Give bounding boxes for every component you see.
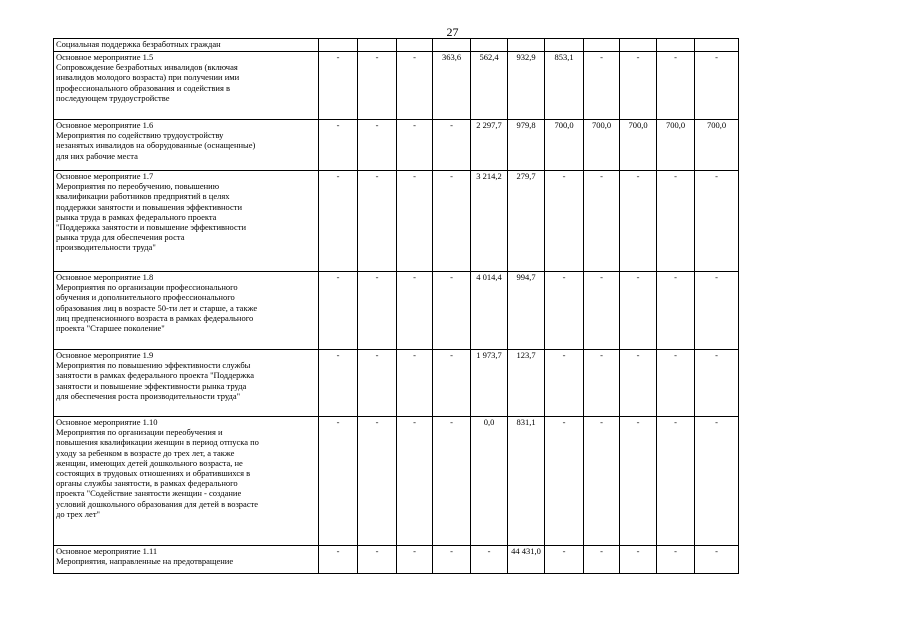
funding-value-cell: 700,0 <box>657 120 695 171</box>
activity-title: Основное мероприятие 1.6 <box>56 120 154 130</box>
activity-description-line: Мероприятия по организации переобучения и <box>56 427 223 438</box>
activity-description-line: Мероприятия, направленные на предотвращение <box>56 556 234 567</box>
empty-cell <box>545 39 584 52</box>
funding-value-cell: - <box>657 272 695 350</box>
funding-value-cell: - <box>584 417 620 546</box>
funding-value-cell: - <box>358 350 397 417</box>
funding-value-cell: - <box>433 417 471 546</box>
activity-description-line: квалификации работников предприятий в целях <box>56 191 230 202</box>
activity-description-cell <box>54 52 319 120</box>
funding-value-cell: - <box>358 171 397 272</box>
funding-value-cell: 831,1 <box>508 417 545 546</box>
activity-description-line: уходу за ребенком в возрасте до трех лет, а также <box>56 447 235 458</box>
activity-description-line: профессионального образования и содействия в <box>56 82 231 93</box>
table-row <box>54 52 739 120</box>
activity-description-line: проекта "Старшее поколение" <box>56 323 165 334</box>
activity-description-line: рынка труда в рамках федерального проекта <box>56 211 217 222</box>
funding-value-cell: - <box>397 120 433 171</box>
funding-value-cell: - <box>358 417 397 546</box>
funding-value-cell: - <box>584 272 620 350</box>
funding-value-cell: - <box>319 272 358 350</box>
funding-value-cell: 123,7 <box>508 350 545 417</box>
funding-value-cell: 562,4 <box>471 52 508 120</box>
empty-cell <box>508 39 545 52</box>
activity-description-line: инвалидов молодого возраста) при получении ими <box>56 72 240 83</box>
table-row <box>54 417 739 546</box>
funding-value-cell: - <box>397 350 433 417</box>
page-number: 27 <box>446 25 459 39</box>
funding-value-cell: - <box>695 52 739 120</box>
activity-description-line: рынка труда для обеспечения роста <box>56 232 185 243</box>
funding-value-cell: 363,6 <box>433 52 471 120</box>
funding-value-cell: - <box>620 272 657 350</box>
funding-value-cell: - <box>620 52 657 120</box>
funding-value-cell: - <box>657 417 695 546</box>
funding-value-cell: - <box>433 546 471 574</box>
empty-cell <box>657 39 695 52</box>
activity-description-cell <box>54 350 319 417</box>
funding-value-cell: - <box>358 120 397 171</box>
table-row <box>54 171 739 272</box>
funding-value-cell: - <box>545 272 584 350</box>
funding-value-cell: - <box>319 171 358 272</box>
activity-description-line: состоящих в трудовых отношениях и обратившихся в <box>56 468 251 479</box>
empty-cell <box>397 39 433 52</box>
activity-description-line: занятости и повышение эффективности рынка труда <box>56 380 247 391</box>
funding-value-cell: - <box>397 546 433 574</box>
funding-value-cell: 279,7 <box>508 171 545 272</box>
funding-value-cell: 1 973,7 <box>471 350 508 417</box>
activity-description-cell <box>54 417 319 546</box>
activity-description-line: проекта "Содействие занятости женщин - создание <box>56 488 242 499</box>
funding-value-cell: - <box>584 52 620 120</box>
activity-description-line: органы службы занятости, в рамках федерального <box>56 478 238 489</box>
activity-description-line: для обеспечения роста производительности труда" <box>56 390 241 401</box>
activity-description-line: для них рабочие места <box>56 150 138 161</box>
funding-value-cell: 700,0 <box>620 120 657 171</box>
funding-value-cell: 2 297,7 <box>471 120 508 171</box>
table-row <box>54 120 739 171</box>
funding-value-cell: 994,7 <box>508 272 545 350</box>
activity-description-line: условий дошкольного образования для детей в возрасте <box>56 498 259 509</box>
funding-value-cell: - <box>545 546 584 574</box>
activity-description-line: производительности труда" <box>56 242 156 253</box>
funding-value-cell: - <box>584 171 620 272</box>
funding-value-cell: - <box>620 350 657 417</box>
funding-value-cell: - <box>319 52 358 120</box>
activity-title: Основное мероприятие 1.11 <box>56 546 158 556</box>
activity-description-line: Сопровождение безработных инвалидов (включая <box>56 62 238 73</box>
activity-description-line: незанятых инвалидов на оборудованные (оснащенные) <box>56 140 256 151</box>
funding-value-cell: - <box>319 417 358 546</box>
activity-description-cell <box>54 546 319 574</box>
funding-value-cell: - <box>584 350 620 417</box>
empty-cell <box>695 39 739 52</box>
empty-cell <box>471 39 508 52</box>
activity-description-line: Мероприятия по повышению эффективности службы <box>56 360 251 371</box>
funding-value-cell: - <box>433 120 471 171</box>
funding-value-cell: - <box>397 417 433 546</box>
empty-cell <box>620 39 657 52</box>
funding-value-cell: - <box>319 350 358 417</box>
funding-value-cell: - <box>545 171 584 272</box>
funding-value-cell: - <box>657 171 695 272</box>
funding-value-cell: - <box>620 171 657 272</box>
activity-description-line: "Поддержка занятости и повышение эффективности <box>56 222 247 233</box>
funding-value-cell: 3 214,2 <box>471 171 508 272</box>
activity-description-line: поддержки занятости и повышения эффективности <box>56 201 243 212</box>
table-row <box>54 546 739 574</box>
funding-value-cell: - <box>397 52 433 120</box>
funding-value-cell: - <box>620 417 657 546</box>
funding-value-cell: - <box>545 350 584 417</box>
activity-description-line: последующем трудоустройстве <box>56 92 170 103</box>
activity-description-cell <box>54 120 319 171</box>
funding-value-cell: - <box>695 272 739 350</box>
funding-value-cell: - <box>695 546 739 574</box>
activity-description-line: образования лиц в возрасте 50-ти лет и старше, а также <box>56 302 258 313</box>
funding-value-cell: - <box>358 272 397 350</box>
funding-value-cell: 932,9 <box>508 52 545 120</box>
funding-value-cell: - <box>433 350 471 417</box>
activity-description-cell <box>54 171 319 272</box>
funding-value-cell: - <box>397 171 433 272</box>
funding-value-cell: - <box>358 52 397 120</box>
funding-value-cell: - <box>471 546 508 574</box>
activity-description-line: занятости в рамках федерального проекта "Поддержка <box>56 370 255 381</box>
empty-cell <box>358 39 397 52</box>
table-row <box>54 272 739 350</box>
funding-value-cell: - <box>695 417 739 546</box>
section-header-cell: Социальная поддержка безработных граждан <box>54 39 319 52</box>
activity-description-cell <box>54 272 319 350</box>
funding-value-cell: - <box>433 171 471 272</box>
funding-value-cell: 700,0 <box>545 120 584 171</box>
funding-value-cell: 853,1 <box>545 52 584 120</box>
funding-value-cell: 0,0 <box>471 417 508 546</box>
funding-value-cell: 4 014,4 <box>471 272 508 350</box>
activity-description-line: обучения и дополнительного профессионального <box>56 292 235 303</box>
funding-value-cell: - <box>319 546 358 574</box>
funding-value-cell: - <box>620 546 657 574</box>
activity-title: Основное мероприятие 1.8 <box>56 272 154 282</box>
activity-title: Основное мероприятие 1.9 <box>56 350 154 360</box>
activity-description-line: женщин, имеющих детей дошкольного возраста, не <box>56 457 243 468</box>
empty-cell <box>319 39 358 52</box>
activity-description-line: повышения квалификации женщин в период отпуска по <box>56 437 259 448</box>
funding-value-cell: - <box>358 546 397 574</box>
funding-value-cell: - <box>319 120 358 171</box>
funding-value-cell: 979,8 <box>508 120 545 171</box>
funding-value-cell: - <box>545 417 584 546</box>
table-row <box>54 350 739 417</box>
activity-title: Основное мероприятие 1.7 <box>56 171 154 181</box>
funding-value-cell: - <box>397 272 433 350</box>
activity-description-line: Мероприятия по переобучению, повышению <box>56 181 220 192</box>
funding-value-cell: - <box>695 171 739 272</box>
activity-description-line: лиц предпенсионного возраста в рамках федерального <box>56 312 254 323</box>
funding-value-cell: - <box>695 350 739 417</box>
funding-value-cell: 700,0 <box>584 120 620 171</box>
activity-description-line: до трех лет" <box>56 508 101 519</box>
activity-description-line: Мероприятия по содействию трудоустройству <box>56 130 224 141</box>
empty-cell <box>584 39 620 52</box>
funding-value-cell: - <box>657 546 695 574</box>
activity-description-line: Мероприятия по организации профессионального <box>56 282 238 293</box>
section-header-row <box>54 39 739 52</box>
activity-title: Основное мероприятие 1.10 <box>56 417 158 427</box>
funding-value-cell: - <box>433 272 471 350</box>
activity-title: Основное мероприятие 1.5 <box>56 52 154 62</box>
budget-table <box>53 38 739 574</box>
funding-value-cell: - <box>584 546 620 574</box>
empty-cell <box>433 39 471 52</box>
funding-value-cell: - <box>657 52 695 120</box>
funding-value-cell: - <box>657 350 695 417</box>
funding-value-cell: 44 431,0 <box>508 546 545 574</box>
funding-value-cell: 700,0 <box>695 120 739 171</box>
